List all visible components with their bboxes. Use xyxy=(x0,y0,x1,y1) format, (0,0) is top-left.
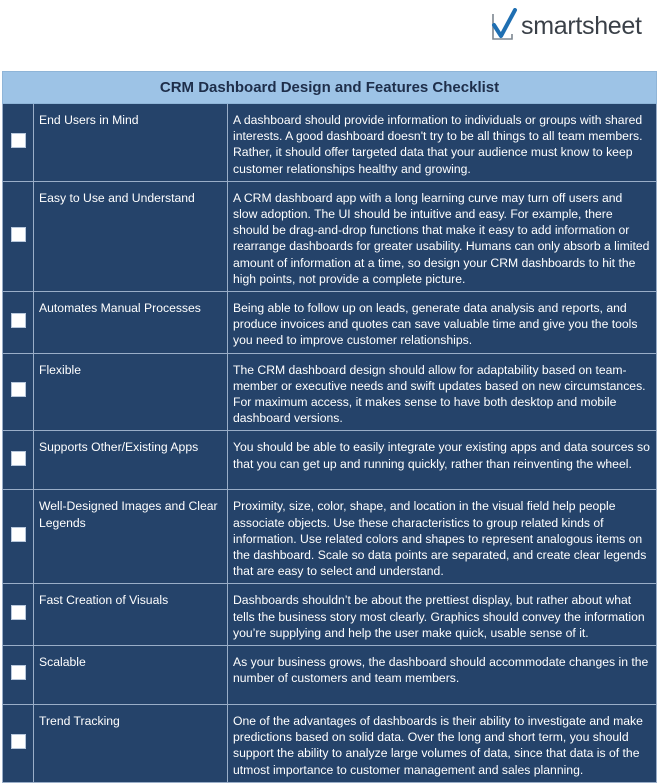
checklist-title: CRM Dashboard Design and Features Checklist xyxy=(3,72,657,104)
smartsheet-logo xyxy=(488,4,653,48)
feature-name: Fast Creation of Visuals xyxy=(34,584,228,646)
smartsheet-check-icon xyxy=(488,8,518,44)
feature-description: The CRM dashboard design should allow for adaptability based on team-member or executive needs and swift updates based on new circumstances. For maximum access, it makes sense to have both desktop and mobile dashboard versions. xyxy=(228,353,657,431)
table-row xyxy=(3,292,657,354)
feature-description: Dashboards shouldn’t be about the prettiest display, but rather about what tells the business story most clearly. Graphics should convey the information you’re supplying and help the user make quick, usable sense of it. xyxy=(228,584,657,646)
table-row xyxy=(3,646,657,705)
checkbox[interactable] xyxy=(11,451,26,466)
feature-description: You should be able to easily integrate your existing apps and data sources so that you can get up and running quickly, rather than reinventing the wheel. xyxy=(228,431,657,490)
feature-name: Trend Tracking xyxy=(34,705,228,783)
checklist-table xyxy=(2,71,657,783)
checkbox[interactable] xyxy=(11,133,26,148)
checkbox[interactable] xyxy=(11,527,26,542)
table-header-row xyxy=(3,72,657,104)
feature-description: As your business grows, the dashboard should accommodate changes in the number of customers and team members. xyxy=(228,646,657,705)
feature-description: A CRM dashboard app with a long learning curve may turn off users and slow adoption. The UI should be intuitive and easy. For example, there should be drag-and-drop functions that make it easy to add information or rearrange dashboards for greater usability. Humans can only absorb a limited amount of information at a time, so design your CRM dashboards to hit the high points, not provide a complete picture. xyxy=(228,181,657,291)
feature-description: Proximity, size, color, shape, and location in the visual field help people associate objects. Use these characteristics to group related kinds of information. Use related colors and shapes to represent analogous items on the dashboard. Scale so data points are separated, and create clear legends that are easy to select and understand. xyxy=(228,490,657,584)
checkbox[interactable] xyxy=(11,605,26,620)
table-row xyxy=(3,584,657,646)
table-row xyxy=(3,181,657,291)
feature-name: Flexible xyxy=(34,353,228,431)
table-row xyxy=(3,705,657,783)
checkbox[interactable] xyxy=(11,665,26,680)
feature-description: Being able to follow up on leads, generate data analysis and reports, and produce invoices and quotes can save valuable time and give you the tools you need to improve customer relationships. xyxy=(228,292,657,354)
feature-name: Automates Manual Processes xyxy=(34,292,228,354)
feature-description: One of the advantages of dashboards is their ability to investigate and make predictions based on solid data. Over the long and short term, you should support the ability to analyze large volumes of data, since that data is of the utmost importance to customer management and sales planning. xyxy=(228,705,657,783)
feature-name: Scalable xyxy=(34,646,228,705)
feature-name: Easy to Use and Understand xyxy=(34,181,228,291)
feature-name: Supports Other/Existing Apps xyxy=(34,431,228,490)
brand-name: smartsheet xyxy=(521,11,642,40)
table-row xyxy=(3,490,657,584)
checkbox[interactable] xyxy=(11,313,26,328)
feature-name: End Users in Mind xyxy=(34,104,228,182)
table-row xyxy=(3,104,657,182)
checkbox[interactable] xyxy=(11,227,26,242)
table-row xyxy=(3,431,657,490)
checkbox[interactable] xyxy=(11,382,26,397)
table-row xyxy=(3,353,657,431)
checkbox[interactable] xyxy=(11,734,26,749)
feature-description: A dashboard should provide information to individuals or groups with shared interests. A good dashboard doesn't try to be all things to all team members. Rather, it should offer targeted data that your audience must know to keep customer relationships healthy and growing. xyxy=(228,104,657,182)
feature-name: Well-Designed Images and Clear Legends xyxy=(34,490,228,584)
